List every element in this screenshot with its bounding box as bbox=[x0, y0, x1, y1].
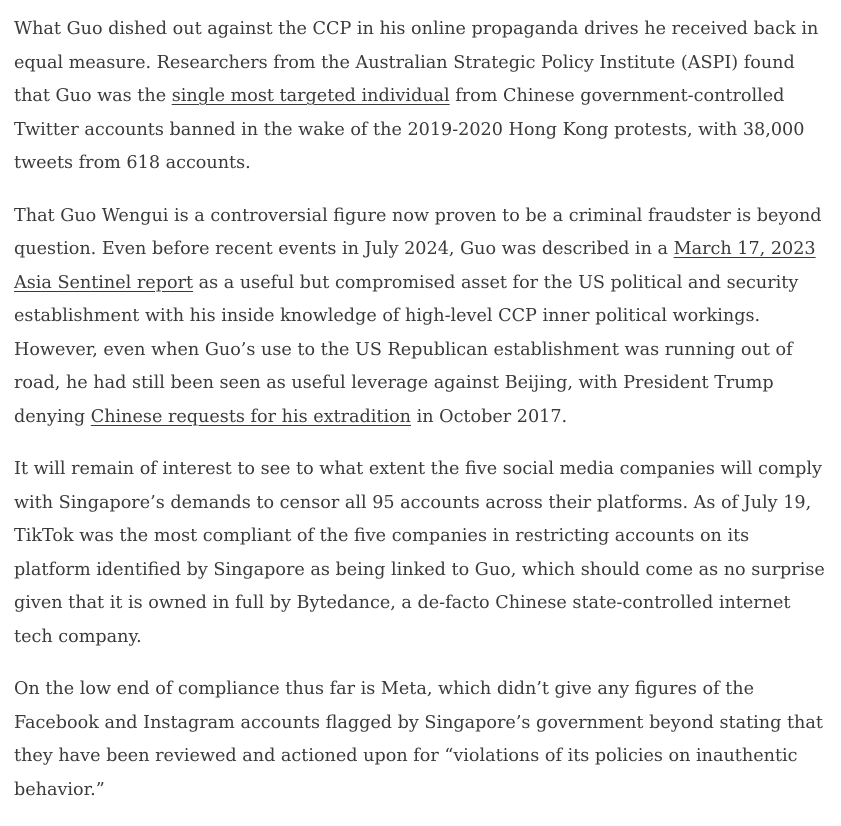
link-single-most-targeted-individual[interactable]: single most targeted individual bbox=[171, 86, 450, 106]
paragraph-text: as a useful but compromised asset for the US political and security establishment with his inside knowledge of high-level CCP inner political workings. However, even when Guo’s use to the US Republican establishment was running out of road, he had still been seen as useful leverage against Beijing, with President Trump denying bbox=[14, 272, 799, 427]
paragraph-aspi-findings bbox=[14, 13, 826, 181]
paragraph-text: in October 2017. bbox=[411, 406, 568, 427]
paragraph-meta-compliance: On the low end of compliance thus far is Meta, which didn’t give any figures of the Facebook and Instagram accounts flagged by Singapore’s government beyond stating that they have been reviewed and actioned upon for “violations of its policies on inauthentic behavior.” bbox=[14, 679, 823, 800]
paragraph-text: That Guo Wengui is a controversial figure now proven to be a criminal fraudster is beyond question. Even before recent events in July 2024, Guo was described in a bbox=[14, 205, 822, 259]
paragraph-text: What Guo dished out against the CCP in his online propaganda drives he received back in equal measure. Researchers from the Australian Strategic Policy Institute (ASPI) found that Guo was the bbox=[14, 19, 819, 106]
link-asia-sentinel-report[interactable]: March 17, 2023 Asia Sentinel report bbox=[14, 239, 816, 293]
paragraph-social-media-compliance: It will remain of interest to see to what extent the five social media companies will comply with Singapore’s demands to censor all 95 accounts across their platforms. As of July 19, TikTok was the most compliant of the five companies in restricting accounts on its platform identified by Singapore as being linked to Guo, which should come as no surprise given that it is owned in full by Bytedance, a de-facto Chinese state-controlled internet tech company. bbox=[14, 459, 825, 647]
paragraph-guo-wengui-background bbox=[14, 200, 826, 435]
link-extradition-requests[interactable]: Chinese requests for his extradition bbox=[90, 406, 412, 427]
paragraph-text: from Chinese government-controlled Twitter accounts banned in the wake of the 2019-2020 Hong Kong protests, with 38,000 tweets from 618 accounts. bbox=[14, 86, 805, 173]
article-body bbox=[14, 13, 826, 826]
